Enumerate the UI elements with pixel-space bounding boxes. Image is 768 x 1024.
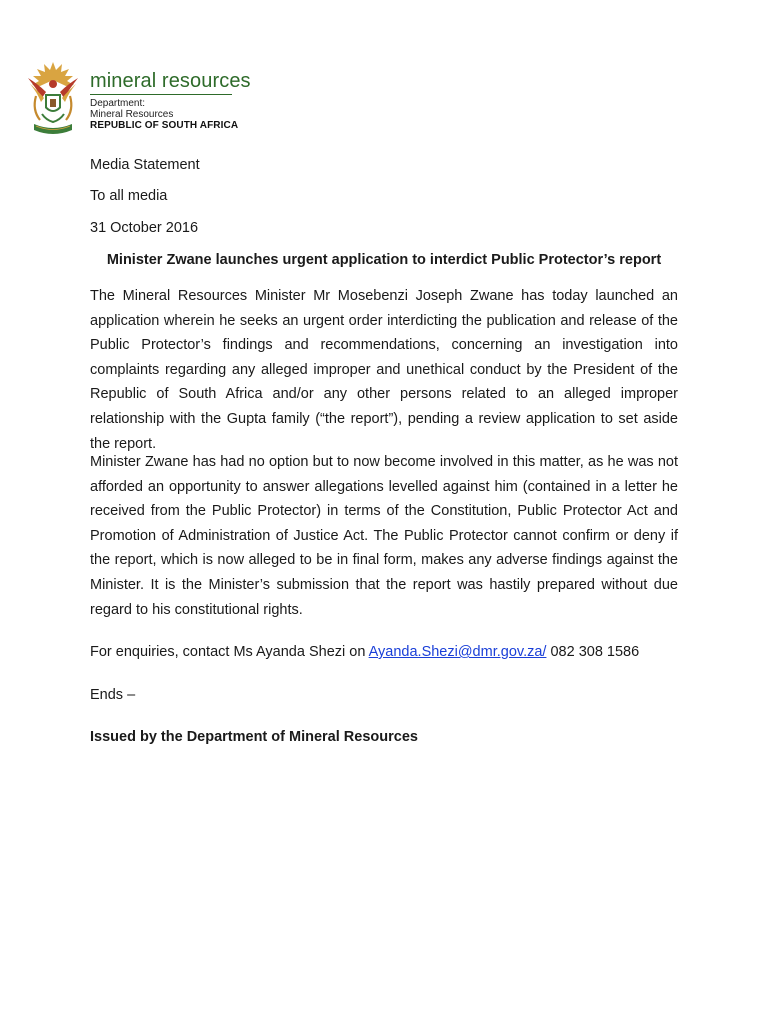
department-label: Department:: [90, 98, 146, 109]
enquiry-phone: 082 308 1586: [550, 644, 640, 660]
statement-type: Media Statement: [90, 157, 200, 173]
brand-divider: [90, 94, 232, 95]
audience: To all media: [90, 188, 168, 204]
department-name: Mineral Resources: [90, 109, 174, 120]
issued-by: Issued by the Department of Mineral Resources: [90, 729, 418, 745]
enquiry-email-link[interactable]: Ayanda.Shezi@dmr.gov.za/: [368, 644, 547, 660]
paragraph-1: The Mineral Resources Minister Mr Mosebenzi Joseph Zwane has today launched an application wherein he seeks an urgent order interdicting the publication and release of the Public Protector’s findings and recommendations, concerning an investigation into complaints regarding any alleged improper and unethical conduct by the President of the Republic of South Africa and/or any other persons related to an alleged improper relationship with the Gupta family (“the report”), pending a review application to set aside the report.: [90, 288, 678, 452]
paragraph-2: Minister Zwane has had no option but to now become involved in this matter, as he was not afforded an opportunity to answer allegations levelled against him (contained in a letter he received from the Public Protector) in terms of the Constitution, Public Protector Act and Promotion of Administration of Justice Act. The Public Protector cannot confirm or deny if the report, which is now alleged to be in final form, makes any adverse findings against the Minister. It is the Minister’s submission that the report was hastily prepared without due regard to his constitutional rights.: [90, 454, 678, 618]
brand-name: mineral resources: [90, 70, 251, 92]
country-name: REPUBLIC OF SOUTH AFRICA: [90, 120, 239, 131]
headline: Minister Zwane launches urgent application to interdict Public Protector’s report: [106, 252, 662, 268]
coat-of-arms-icon: [22, 58, 84, 140]
letterhead: [22, 58, 282, 140]
enquiry-line: [90, 643, 639, 661]
statement-date: 31 October 2016: [90, 220, 199, 236]
brand-block: [90, 70, 270, 132]
ends-marker: Ends –: [90, 687, 136, 703]
enquiry-prefix: For enquiries, contact Ms Ayanda Shezi on: [90, 644, 366, 660]
